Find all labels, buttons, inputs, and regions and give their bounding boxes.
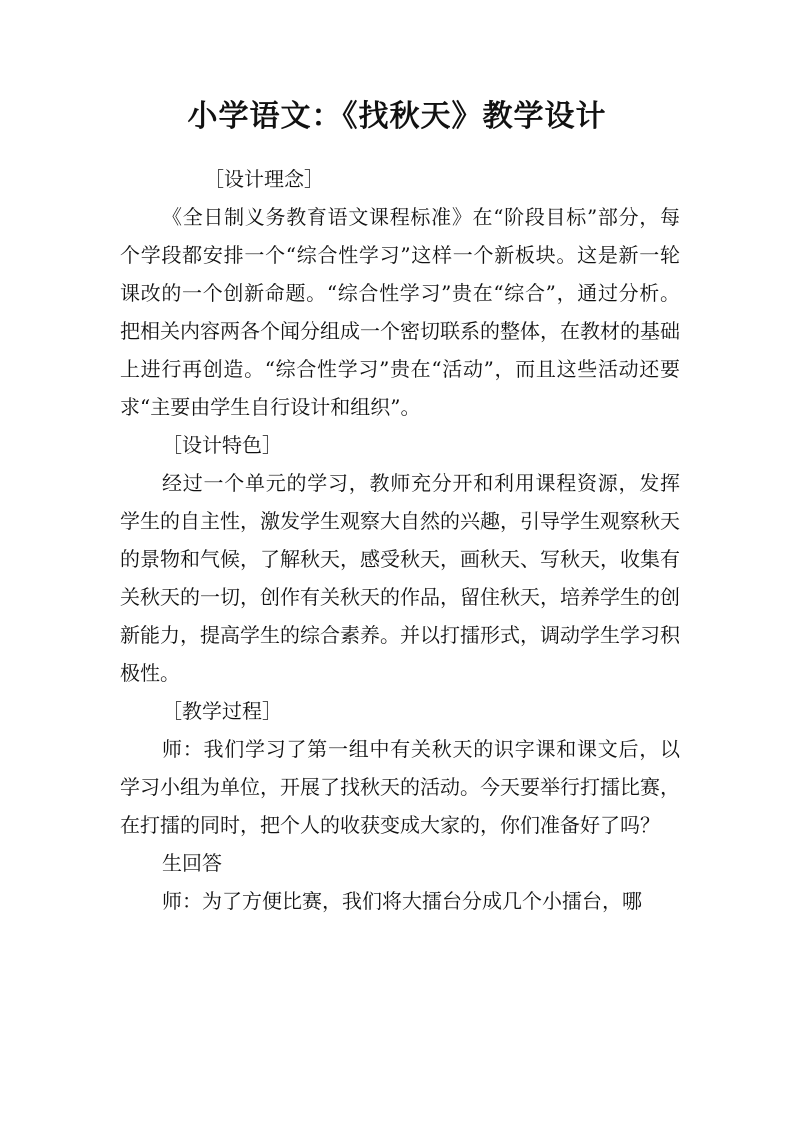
section-paragraph-design-features: 经过一个单元的学习，教师充分开和利用课程资源，发挥学生的自主性，激发学生观察大自然的兴趣，引导学生观察秋天的景物和气候，了解秋天，感受秋天，画秋天、写秋天，收集有关秋天的一切，创作有关秋天的作品，留住秋天，培养学生的创新能力，提高学生的综合素养。并以打擂形式，调动学生学习积极性。 <box>120 471 680 685</box>
section-paragraph-design-concept: 《全日制义务教育语文课程标准》在“阶段目标”部分，每个学段都安排一个“综合性学习”这样一个新板块。这是新一轮课改的一个创新命题。“综合性学习”贵在“综合”，通过分析。把相关内容两各个闻分组成一个密切联系的整体，在教材的基础上进行再创造。“综合性学习”贵在“活动”，而且这些活动还要求“主要由学生自行设计和组织”。 <box>120 205 680 419</box>
section-heading-design-concept: ［设计理念］ <box>204 167 324 191</box>
document-title: 小学语文：《找秋天》教学设计 <box>187 99 607 134</box>
document-body <box>120 160 680 920</box>
section-paragraph-teaching-process: 师：我们学习了第一组中有关秋天的识字课和课文后，以学习小组为单位，开展了找秋天的活动。今天要举行打擂比赛，在打擂的同时，把个人的收获变成大家的，你们准备好了吗？ <box>120 737 680 837</box>
section-heading-design-features: ［设计特色］ <box>162 433 282 457</box>
teacher-paragraph-partial: 师：为了方便比赛，我们将大擂台分成几个小擂台，哪 <box>162 889 642 913</box>
student-reply-line: 生回答 <box>162 851 222 875</box>
section-heading-teaching-process: ［教学过程］ <box>162 699 282 723</box>
